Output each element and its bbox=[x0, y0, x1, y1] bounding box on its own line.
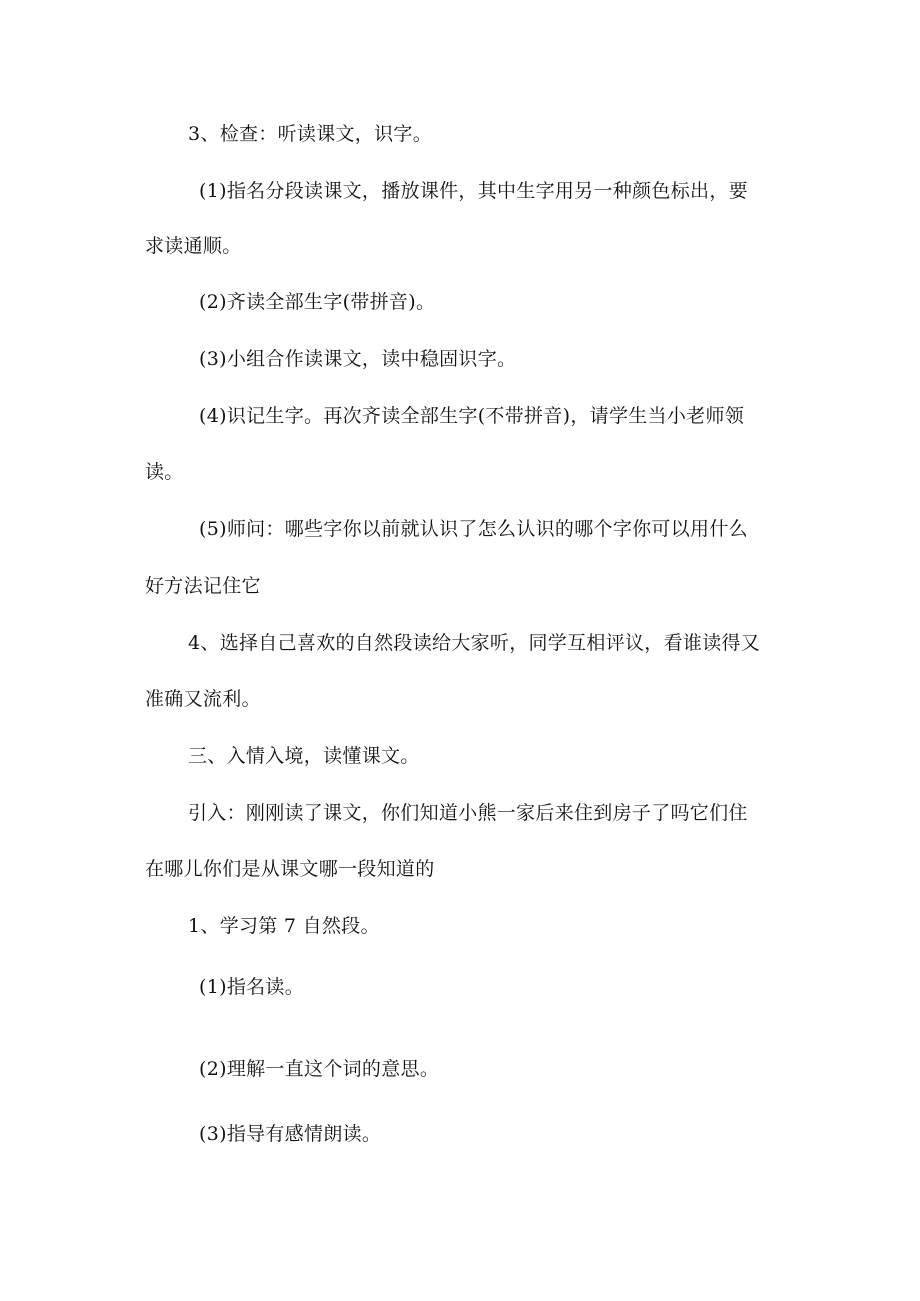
text-line-step-5-cont: 好方法记住它 bbox=[145, 575, 261, 597]
text-line-sub-3: (3)指导有感情朗读。 bbox=[199, 1123, 382, 1145]
text-line-step-3: (3)小组合作读课文，读中稳固识字。 bbox=[199, 348, 517, 370]
text-line-step-4: (4)识记生字。再次齐读全部生字(不带拼音)，请学生当小老师领 bbox=[199, 405, 745, 427]
text-line-intro: 引入：刚刚读了课文，你们知道小熊一家后来住到房子了吗它们住 bbox=[188, 802, 748, 824]
text-line-sub-2: (2)理解一直这个词的意思。 bbox=[199, 1058, 440, 1080]
text-line-step-2: (2)齐读全部生字(带拼音)。 bbox=[199, 291, 436, 313]
text-line-step-1-cont: 求读通顺。 bbox=[145, 235, 242, 257]
text-line-step-5: (5)师问：哪些字你以前就认识了怎么认识的哪个字你可以用什么 bbox=[199, 518, 748, 540]
text-line-item-1: 1、学习第 7 自然段。 bbox=[188, 915, 380, 937]
text-line-item-4: 4、选择自己喜欢的自然段读给大家听，同学互相评议，看谁读得又 bbox=[188, 632, 761, 654]
text-line-step-4-cont: 读。 bbox=[145, 461, 184, 483]
text-line-check-heading: 3、检查：听读课文，识字。 bbox=[188, 123, 432, 145]
text-line-item-4-cont: 准确又流利。 bbox=[145, 688, 261, 710]
text-line-step-1: (1)指名分段读课文，播放课件，其中生字用另一种颜色标出，要 bbox=[199, 180, 748, 202]
section-heading-3: 三、入情入境，读懂课文。 bbox=[188, 745, 420, 767]
text-line-sub-1: (1)指名读。 bbox=[199, 976, 305, 998]
text-line-intro-cont: 在哪儿你们是从课文哪一段知道的 bbox=[145, 858, 435, 880]
